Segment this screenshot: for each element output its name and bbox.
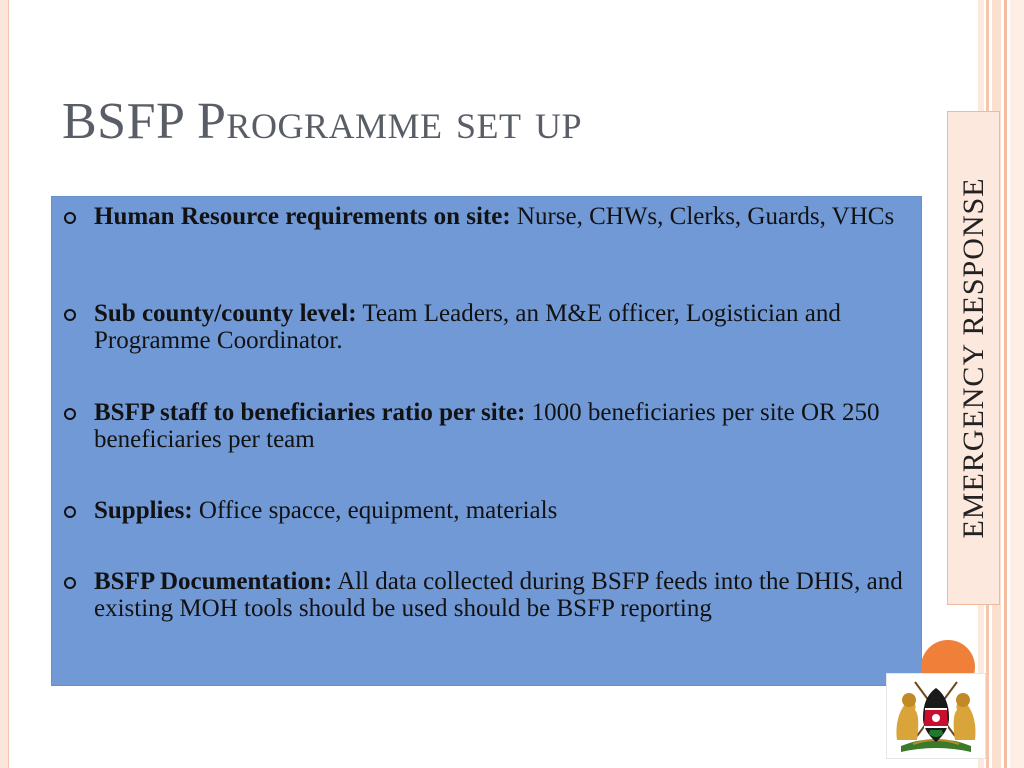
bullet-heading: BSFP staff to beneficiaries ratio per site: [94, 399, 526, 426]
left-border-rule [0, 0, 9, 768]
bullet-item [64, 399, 904, 453]
bullet-heading: Supplies: [94, 497, 193, 524]
bullet-icon [64, 577, 76, 589]
bullet-text: All data collected during BSFP feeds into the DHIS, and existing MOH tools should be used should be BSFP reporting [94, 568, 903, 622]
bullet-text: 1000 beneficiaries per site OR 250 beneficiaries per team [94, 399, 880, 453]
bullet-item [64, 203, 904, 230]
bullet-heading: Human Resource requirements on site: [94, 203, 511, 230]
bullet-icon [64, 309, 76, 321]
bullet-heading: Sub county/county level: [94, 300, 357, 327]
bullet-icon [64, 408, 76, 420]
slide-title: BSFP Programme set up [62, 93, 582, 150]
bullet-text: Office spacce, equipment, materials [192, 497, 558, 524]
bullet-item [64, 568, 904, 622]
bullet-icon [64, 212, 76, 224]
bullet-text: Nurse, CHWs, Clerks, Guards, VHCs [510, 203, 895, 230]
bullet-text: Team Leaders, an M&E officer, Logistician and Programme Coordinator. [94, 300, 841, 354]
side-label: EMERGENCY RESPONSE [956, 177, 990, 539]
bullet-item [64, 497, 904, 524]
bullet-icon [64, 506, 76, 518]
side-label-box [947, 111, 1000, 605]
kenya-coat-of-arms-icon [886, 673, 986, 759]
bullet-heading: BSFP Documentation: [94, 568, 333, 595]
bullet-item [64, 300, 904, 354]
content-panel [51, 196, 922, 686]
